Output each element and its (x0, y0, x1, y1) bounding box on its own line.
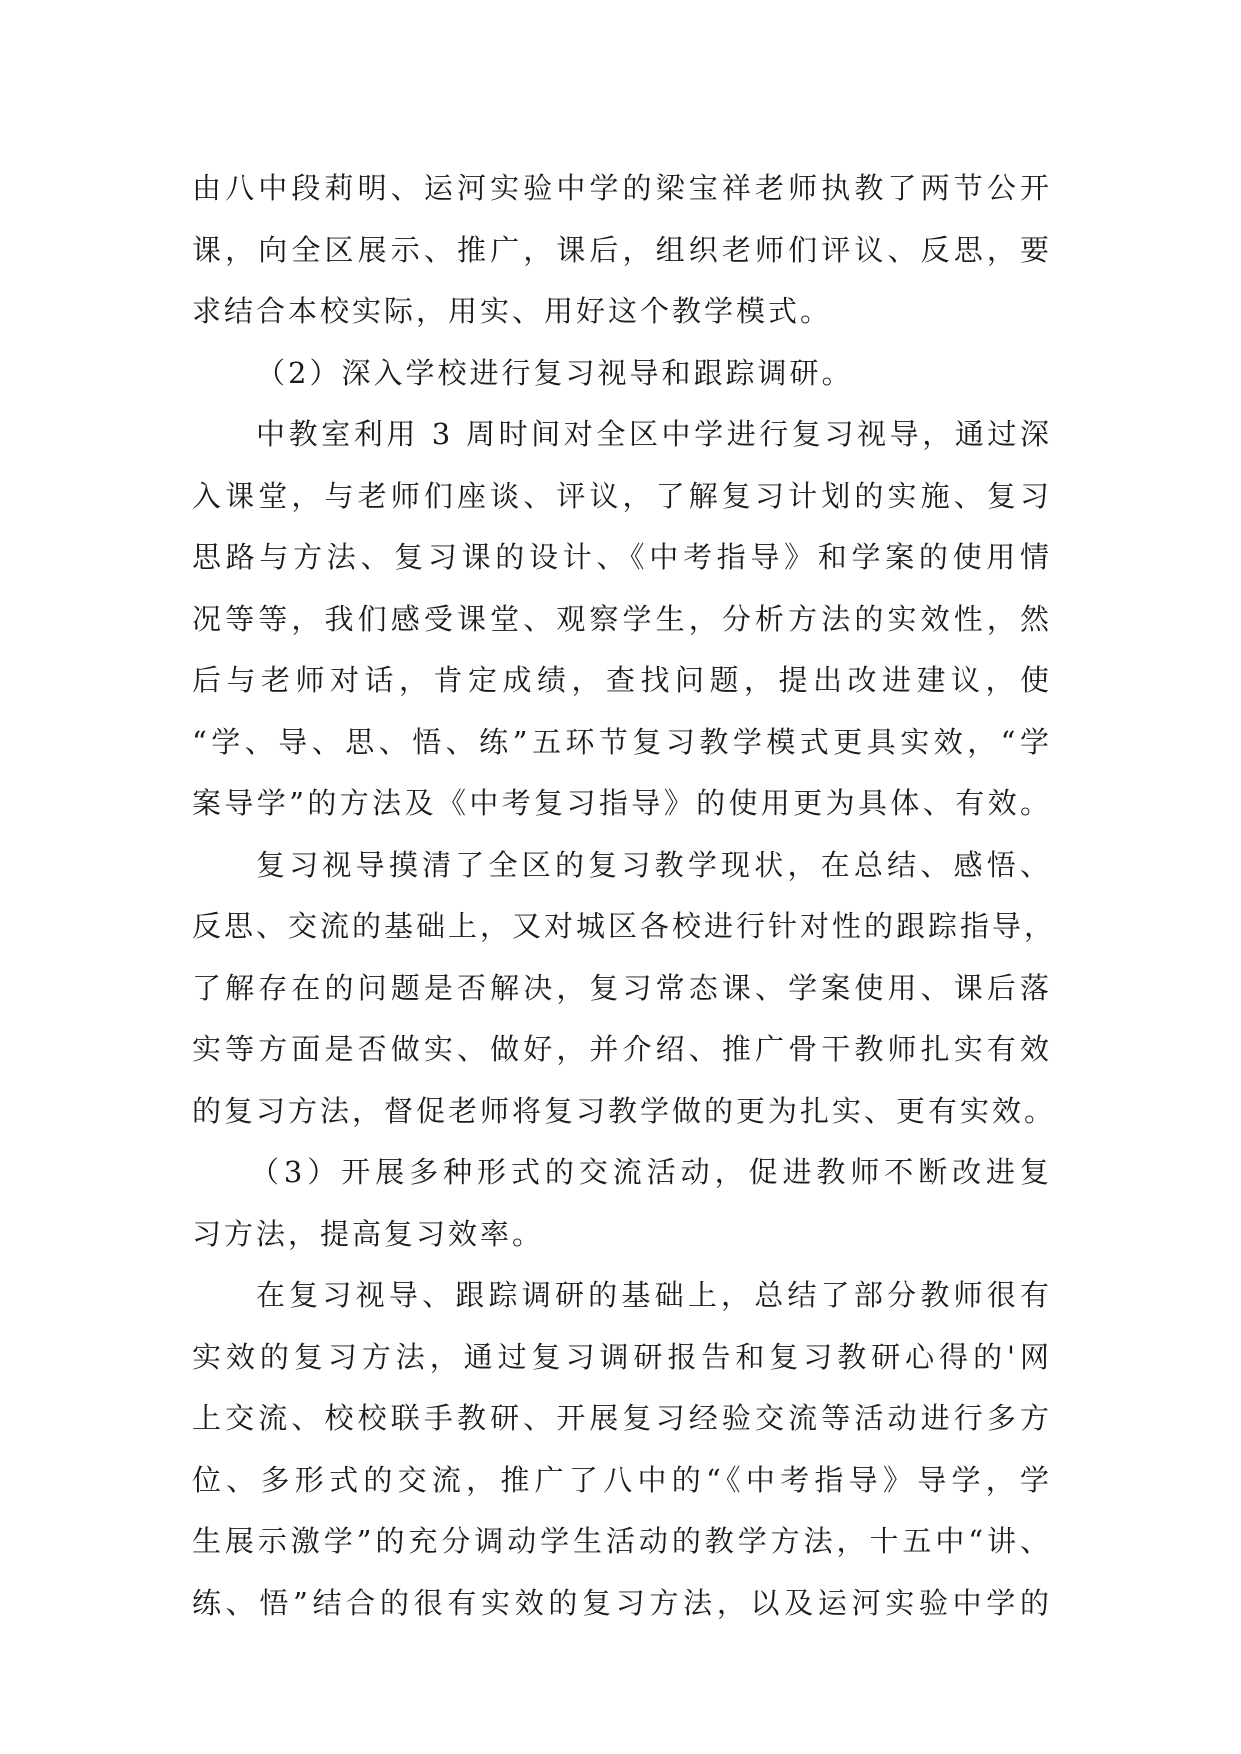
text-line: 实效的复习方法，通过复习调研报告和复习教研心得的'网 (192, 1339, 1052, 1374)
text-line: 生展示激学”的充分调动学生活动的教学方法，十五中“讲、 (192, 1524, 1052, 1558)
text-line: 案导学”的方法及《中考复习指导》的使用更为具体、有效。 (192, 786, 1052, 820)
text-line: 实等方面是否做实、做好，并介绍、推广骨干教师扎实有效 (192, 1032, 1052, 1066)
text-line: 求结合本校实际，用实、用好这个教学模式。 (192, 294, 833, 328)
section-heading: （3）开展多种形式的交流活动，促进教师不断改进复 (250, 1155, 1052, 1189)
text-line: 由八中段莉明、运河实验中学的梁宝祥老师执教了两节公开 (192, 171, 1052, 205)
text-line: 习方法，提高复习效率。 (192, 1216, 545, 1251)
text-line: 况等等，我们感受课堂、观察学生，分析方法的实效性，然 (192, 601, 1052, 636)
text-line: 后与老师对话，肯定成绩，查找问题，提出改进建议，使 (192, 663, 1052, 697)
text-line: 练、悟”结合的很有实效的复习方法，以及运河实验中学的 (192, 1585, 1052, 1620)
section-heading: （2）深入学校进行复习视导和跟踪调研。 (256, 355, 854, 390)
text-line: “学、导、思、悟、练”五环节复习教学模式更具实效，“学 (192, 724, 1052, 759)
text-line: 位、多形式的交流，推广了八中的“《中考指导》导学，学 (192, 1462, 1052, 1497)
text-line: 的复习方法，督促老师将复习教学做的更为扎实、更有实效。 (192, 1093, 1057, 1128)
text-line: 入课堂，与老师们座谈、评议，了解复习计划的实施、复习 (192, 478, 1052, 513)
text-line: 思路与方法、复习课的设计、《中考指导》和学案的使用情 (192, 540, 1052, 574)
text-line: 复习视导摸清了全区的复习教学现状，在总结、感悟、 (256, 847, 1052, 882)
text-line: 上交流、校校联手教研、开展复习经验交流等活动进行多方 (192, 1401, 1052, 1435)
text-line: 在复习视导、跟踪调研的基础上，总结了部分教师很有 (256, 1278, 1052, 1312)
text-line: 反思、交流的基础上，又对城区各校进行针对性的跟踪指导， (192, 909, 1057, 943)
text-line: 了解存在的问题是否解决，复习常态课、学案使用、课后落 (192, 970, 1052, 1005)
body-text (192, 158, 1057, 1634)
text-line: 中教室利用 3 周时间对全区中学进行复习视导，通过深 (256, 417, 1052, 451)
text-line: 课，向全区展示、推广，课后，组织老师们评议、反思，要 (192, 232, 1052, 267)
